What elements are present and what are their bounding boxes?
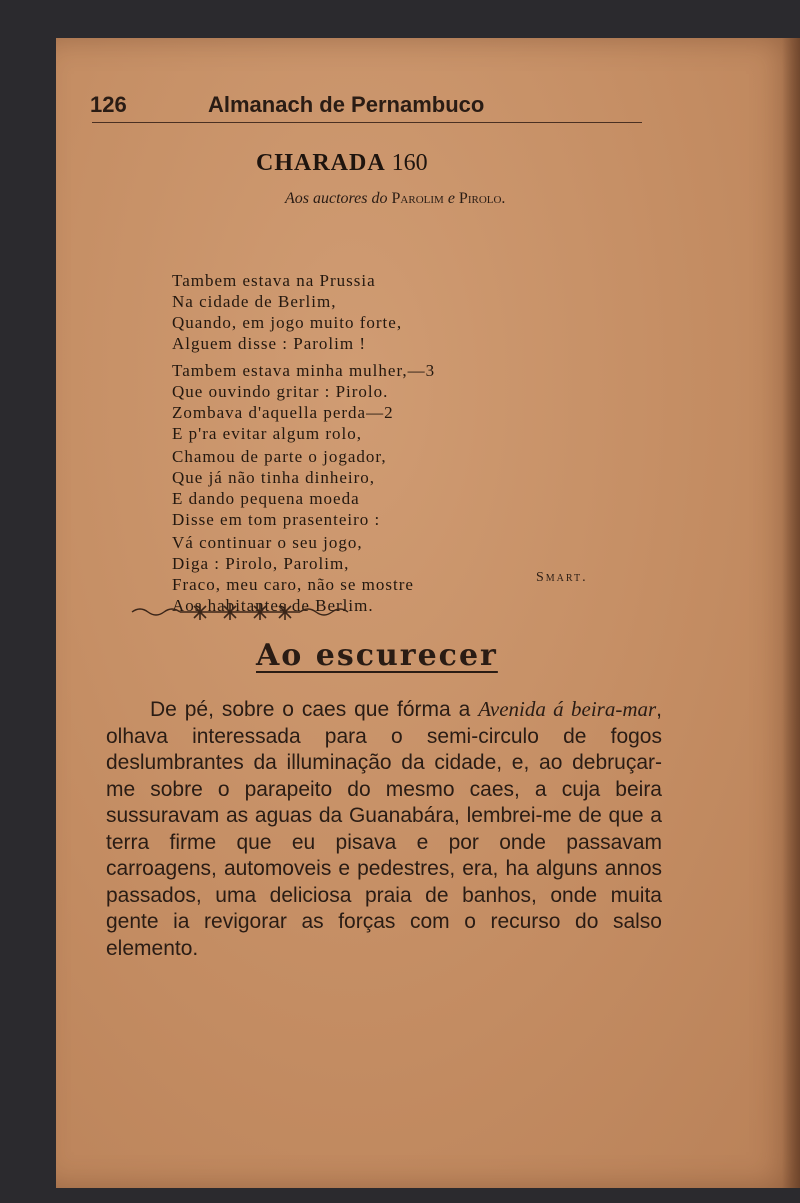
- dedication-line: [285, 190, 505, 208]
- poem-line: Diga : Pirolo, Parolim,: [172, 554, 350, 573]
- poem-stanza-1: [172, 270, 402, 354]
- poem-line: Fraco, meu caro, não se mostre: [172, 575, 414, 594]
- dedication-conjunction: e: [447, 190, 455, 207]
- poem-stanza-2: [172, 360, 435, 444]
- poem-line: Aos habitantes de Berlim.: [172, 596, 374, 615]
- poem-line: Quando, em jogo muito forte,: [172, 313, 403, 332]
- poem-line: Chamou de parte o jogador,: [172, 447, 387, 466]
- page-number: 126: [90, 92, 127, 117]
- poem-line: Que ouvindo gritar : Pirolo.: [172, 382, 389, 401]
- charada-heading: [256, 150, 428, 177]
- poem-line: Vá continuar o seu jogo,: [172, 533, 363, 552]
- author-pirolo: Pirolo.: [458, 190, 506, 207]
- page-spine-shadow: [782, 38, 800, 1188]
- poem-stanza-3: [172, 446, 387, 530]
- charada-label: CHARADA: [256, 150, 386, 176]
- section-title: Ao escurecer: [256, 638, 498, 673]
- running-header: [90, 92, 640, 122]
- running-title: Almanach de Pernambuco: [208, 92, 485, 117]
- poem-line: Que já não tinha dinheiro,: [172, 468, 376, 487]
- poem-line: Na cidade de Berlim,: [172, 292, 337, 311]
- paragraph-rest: , olhava interessada para o semi-circulo de fogos deslumbrantes da illuminação da cidade, e, ao debruçar-me sobre o parapeito do mesmo caes, a cuja beira sussuravam as aguas da Guanabára, lembrei-me de que a terra firme que eu pisava e por onde passavam carroagens, automoveis e pedestres, era, ha alguns annos passados, uma deliciosa praia de banhos, onde muita gente ia revigorar as forças com o recurso do salso elemento.: [106, 698, 662, 960]
- article-paragraph: [106, 696, 662, 962]
- header-rule: [92, 122, 642, 123]
- poem-line: Disse em tom prasenteiro :: [172, 510, 381, 529]
- poem-line: Zombava d'aquella perda—2: [172, 403, 394, 422]
- poem-line: E p'ra evitar algum rolo,: [172, 424, 362, 443]
- poem-signature: Smart.: [536, 570, 588, 585]
- poem-line: Alguem disse : Parolim !: [172, 334, 366, 353]
- italic-place-name: Avenida á beira-mar: [478, 697, 657, 721]
- ornament-divider-icon: [130, 598, 350, 620]
- paragraph-start: De pé, sobre o caes que fórma a: [150, 698, 471, 721]
- poem-line: E dando pequena moeda: [172, 489, 360, 508]
- dedication-prefix: Aos auctores do: [285, 190, 388, 207]
- charada-number: 160: [391, 150, 428, 176]
- poem-line: Tambem estava minha mulher,—3: [172, 361, 436, 380]
- poem-line: Tambem estava na Prussia: [172, 271, 376, 290]
- author-parolim: Parolim: [391, 190, 444, 207]
